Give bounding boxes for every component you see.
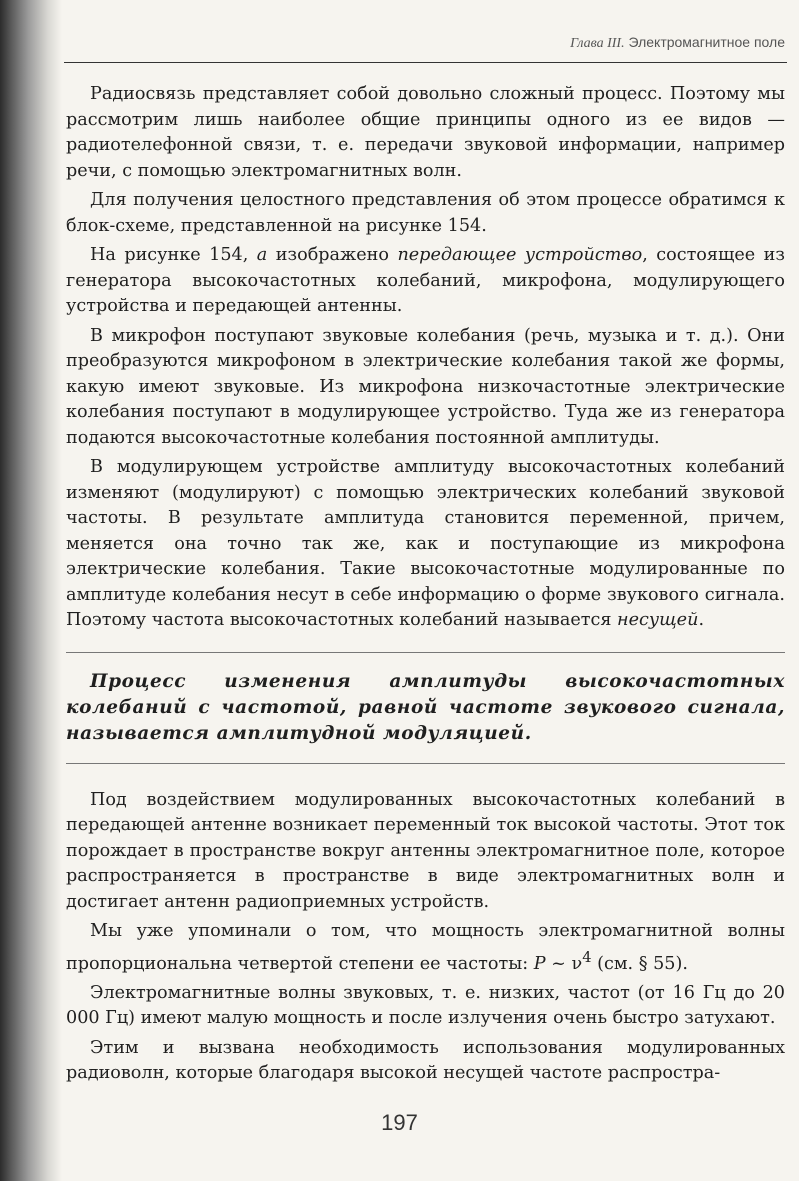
paragraph: Под воздействием модулированных высокочастотных колебаний в передающей антенне возникает переменный ток высокой частоты. Этот ток порождает в пространстве вокруг антенны электромагнитное поле, которое распространяется в пространстве в виде электромагнитных волн и достигает антенн радиоприемных устройств. xyxy=(66,789,785,912)
paragraph xyxy=(66,455,785,634)
text-run: (см. § 55). xyxy=(591,953,688,974)
definition-box: Процесс изменения амплитуды высокочастотных колебаний с частотой, равной частоте звукового сигнала, называется амплитудной модуляцией. xyxy=(66,670,785,744)
paragraph: Для получения целостного представления об этом процессе обратимся к блок-схеме, представленной на рисунке 154. xyxy=(66,190,785,236)
running-header xyxy=(80,34,785,52)
paragraph xyxy=(66,243,785,320)
paragraph: Этим и вызвана необходимость использования модулированных радиоволн, которые благодаря высокой несущей частоте распростра- xyxy=(66,1037,785,1084)
text-run: Мы уже упоминали о том, что мощность электромагнитной волны пропорциональна четвертой степени ее частоты: xyxy=(66,921,785,974)
definition-bottom-rule xyxy=(66,763,785,764)
formula-exponent: 4 xyxy=(582,948,592,966)
key-term: несущей xyxy=(617,610,699,630)
page-number: 197 xyxy=(381,1110,418,1135)
page-body xyxy=(66,82,785,1087)
section-title: Электромагнитное поле xyxy=(628,34,785,50)
text-run: На рисунке 154, xyxy=(90,245,257,265)
text-run: изображено xyxy=(267,245,398,265)
header-rule xyxy=(64,62,787,63)
text-run: В модулирующем устройстве амплитуду высокочастотных колебаний изменяют (модулируют) с помощью электрических колебаний звуковой частоты. В результате амплитуда становится переменной, причем, меняется она точно так же, как и поступающие из микрофона электрические колебания. Такие высокочастотные модулированные по амплитуде колебания несут в себе информацию о форме звукового сигнала. Поэтому частота высокочастотных колебаний называется xyxy=(66,457,785,630)
paragraph: Радиосвязь представляет собой довольно сложный процесс. Поэтому мы рассмотрим лишь наиболее общие принципы одного из ее видов — радиотелефонной связи, т. е. передачи звуковой информации, например речи, с помощью электромагнитных волн. xyxy=(66,84,785,181)
paragraph: Электромагнитные волны звуковых, т. е. низких, частот (от 16 Гц до 20 000 Гц) имеют малую мощность и после излучения очень быстро затухают. xyxy=(66,982,785,1029)
figure-letter: а xyxy=(256,245,268,265)
formula-text: ~ ν xyxy=(545,953,583,974)
formula-symbol: P xyxy=(533,953,546,974)
paragraph: В микрофон поступают звуковые колебания (речь, музыка и т. д.). Они преобразуются микрофоном в электрические колебания такой же формы, какую имеют звуковые. Из микрофона низкочастотные электрические колебания поступают в модулирующее устройство. Туда же из генератора подаются высокочастотные колебания постоянной амплитуды. xyxy=(66,325,785,448)
text-run: , состоящее из генератора высокочастотных колебаний, микрофона, модулирующего устройства и передающей антенны. xyxy=(66,245,785,316)
chapter-label: Глава III. xyxy=(570,36,625,51)
key-term: передающее устройство xyxy=(397,245,643,265)
definition-top-rule xyxy=(66,652,785,653)
paragraph xyxy=(66,919,785,977)
book-binding-shadow xyxy=(0,0,62,1181)
text-run: . xyxy=(698,610,705,630)
